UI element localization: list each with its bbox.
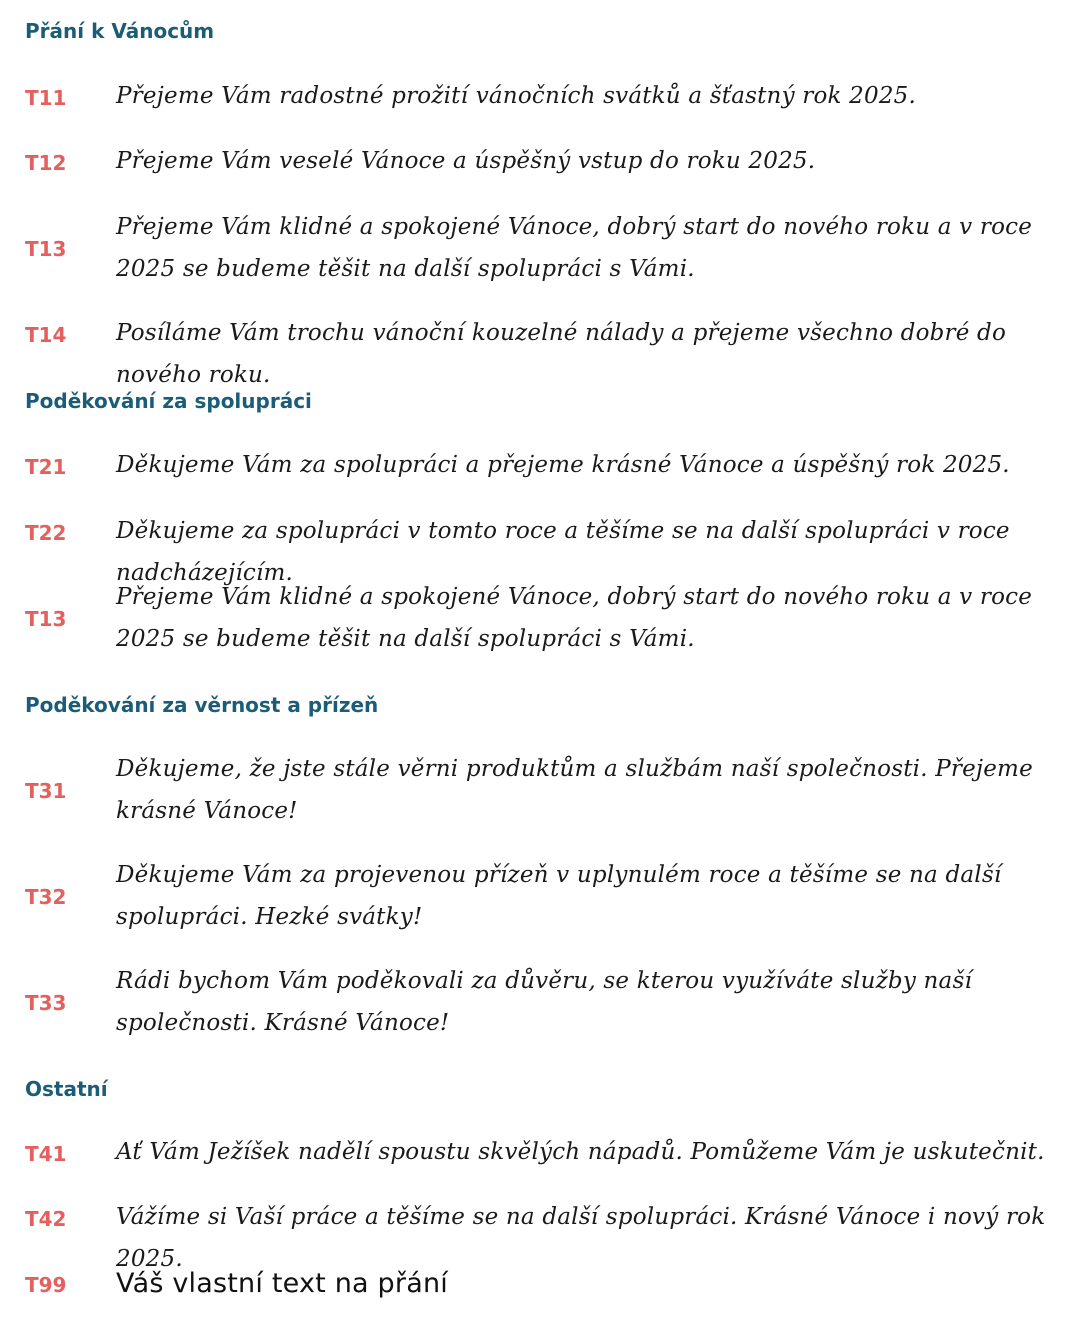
item-code-t22: T22 [25,521,67,545]
item-code-t42: T42 [25,1207,67,1231]
item-text-t13[interactable]: Přejeme Vám klidné a spokojené Vánoce, dobrý start do nového roku a v roce 2025 se budeme těšit na další spolupráci s Vámi. [116,214,1033,282]
item-code-t41: T41 [25,1142,67,1166]
item-text-t14[interactable]: Posíláme Vám trochu vánoční kouzelné nálady a přejeme všechno dobré do nového roku. [116,320,1007,388]
item-text-t21[interactable]: Děkujeme Vám za spolupráci a přejeme krásné Vánoce a úspěšný rok 2025. [116,452,1010,478]
item-text-t22[interactable]: Děkujeme za spolupráci v tomto roce a těšíme se na další spolupráci v roce nadcházejícím. [116,518,1010,586]
section-title-cooperation-thanks: Poděkování za spolupráci [25,389,312,413]
item-code-t12: T12 [25,151,67,175]
section-title-loyalty-thanks: Poděkování za věrnost a přízeň [25,693,379,717]
item-text-t42[interactable]: Vážíme si Vaší práce a těšíme se na další spolupráci. Krásné Vánoce i nový rok 2025. [116,1204,1046,1272]
item-text-t32[interactable]: Děkujeme Vám za projevenou přízeň v uplynulém roce a těšíme se na další spolupráci. Hezké svátky! [116,862,1002,930]
item-code-t33: T33 [25,991,67,1015]
item-code-t31: T31 [25,779,67,803]
section-title-other: Ostatní [25,1077,108,1101]
item-text-t31[interactable]: Děkujeme, že jste stále věrni produktům a službám naší společnosti. Přejeme krásné Vánoce! [116,756,1033,824]
item-code-t14: T14 [25,323,67,347]
item-code-t13: T13 [25,237,67,261]
section-title-christmas-wishes: Přání k Vánocům [25,19,215,43]
item-text-t13-repeat[interactable]: Přejeme Vám klidné a spokojené Vánoce, dobrý start do nového roku a v roce 2025 se budeme těšit na další spolupráci s Vámi. [116,584,1033,652]
item-code-t32: T32 [25,885,67,909]
item-code-t21: T21 [25,455,67,479]
item-text-t99-custom[interactable]: Váš vlastní text na přání [116,1268,448,1299]
item-code-t11: T11 [25,86,67,110]
item-text-t12[interactable]: Přejeme Vám veselé Vánoce a úspěšný vstup do roku 2025. [116,148,816,174]
item-text-t33[interactable]: Rádi bychom Vám poděkovali za důvěru, se kterou využíváte služby naší společnosti. Krásné Vánoce! [116,968,973,1036]
item-text-t41[interactable]: Ať Vám Ježíšek nadělí spoustu skvělých nápadů. Pomůžeme Vám je uskutečnit. [116,1139,1045,1165]
item-code-t99: T99 [25,1273,67,1297]
item-code-t13-repeat: T13 [25,607,67,631]
item-text-t11[interactable]: Přejeme Vám radostné prožití vánočních svátků a šťastný rok 2025. [116,83,917,109]
